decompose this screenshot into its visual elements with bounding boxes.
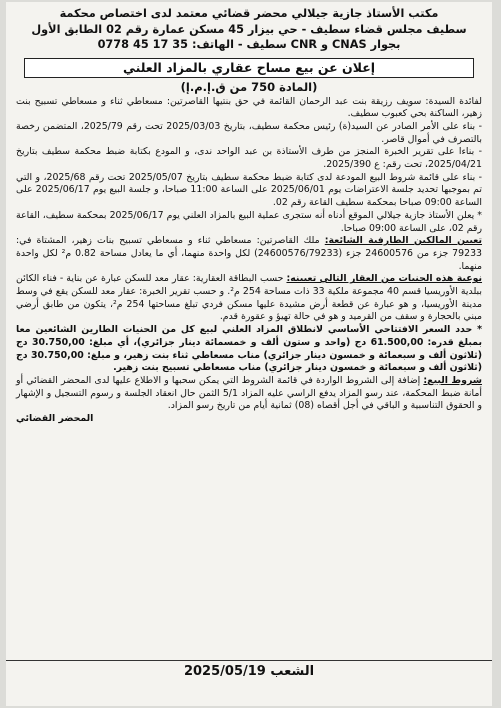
beneficiary-paragraph: لفائدة السيدة: سويف رزيقة بنت عبد الرحمان القائمة في حق بنتيها القاصرتين: مسعاطي ثناء و مسعاطي تسبيح بنت زهير، الساكنة بحي كعبوب سطيف.: [16, 95, 482, 120]
newspaper-name: الشعب: [270, 664, 315, 679]
property-text: حسب البطاقة العقارية: عقار معد للسكن عبارة عن بناية - فناء الكائن ببلدية الأوريسيا قسم 40 مجموعة ملكية 33 ذات مساحة 254 م². و حسب تقرير الخبرة: عقار معد للسكن يقع في وسط مدينة الأوريسيا، و هو عبارة عن قطعة أرض مشيدة عليها مسكن فردي تبلغ مساحتها 254 م²، يتكون من طابق أرضي مبني بالحجارة و سقف من القرميد و هو في حالة تهيؤ و عقورة قدم.: [16, 273, 482, 323]
header-line-1: مكتب الأستاذ جازية جيلالي محضر قضائي معتمد لدى اختصاص محكمة: [59, 7, 439, 20]
court-order-paragraph: - بناء على الأمر الصادر عن السيد(ة) رئيس محكمة سطيف، بتاريخ 2025/03/03 تحت رقم 2025/79، المتضمن رخصة بالتصرف في أموال قاصر.: [16, 120, 482, 145]
announcement-title: إعلان عن بيع مساح عقاري بالمزاد العلني: [24, 58, 474, 78]
owners-section: [16, 235, 482, 273]
footer-divider: [6, 660, 492, 661]
owners-text: ملك القاصرتين: مسعاطي ثناء و مسعاطي تسبيح بنات زهير، المشتاة في: 79233 جزء من 24600576 جزء (24600576/79233) لكل واحدة منهما، أي ما يعادل مساحة 0.82 م² لكل واحدة منهما.: [16, 235, 482, 272]
publication-date: 2025/05/19: [183, 664, 266, 679]
bailiff-signature: المحضر القضائي: [16, 413, 94, 425]
conditions-text: إضافة إلى الشروط الواردة في قائمة الشروط التي يمكن سحبها و الاطلاع عليها لدى المحضر القضائي أو أمانة ضبط المحكمة، عند رسو المزاد يدفع الراسي عليه المزاد 5/1 الثمن حال انعقاد الجلسة و رسوم التسجيل و الإشهار و الحقوق التناسبية و الباقي في أجل أقصاه (08) ثمانية أيام من تاريخ رسو المزاد.: [16, 374, 482, 412]
owners-label: تعيين المالكين الطارفية الشائعة:: [324, 235, 482, 247]
expert-report-paragraph: - بناءا على تقرير الخبرة المنجز من طرف الأستاذة بن عبد الواحد ندى، و المودع بكتابة ضبط محكمة سطيف بتاريخ 2025/04/21، تحت رقم: ع 2025/390.: [16, 146, 482, 171]
property-label: نوعية هذه الحنيات من العقار التالي تعيينه:: [286, 273, 483, 285]
announcement-page: [6, 2, 492, 706]
legal-article-reference: (المادة 750 من ق.إ.م.إ): [180, 79, 318, 94]
newspaper-footer: [6, 664, 492, 679]
header-line-2: سطيف مجلس قضاء سطيف - حي بيزار 45 مسكن عمارة رقم 02 الطابق الأول: [31, 22, 467, 36]
announcement-body: [16, 96, 482, 426]
sale-conditions-list-paragraph: - بناء على قائمة شروط البيع المودعة لدى كتابة ضبط محكمة سطيف بتاريخ 2025/05/07 تحت رقم 2025/68، و التي تم بموجبها تحديد جلسة الاعتراضات يوم 2025/06/01 على الساعة 11:00 صباحا، و جلسة البيع يوم 2025/06/17 على الساعة 09:00 صباحا بمحكمة سطيف القاعة رقم 02.: [16, 171, 482, 209]
conditions-section: [16, 375, 482, 413]
office-header: [16, 6, 482, 53]
price-label: * حدد السعر الافتتاحي الأساسي لانطلاق المزاد العلني لبيع كل من الحنيات الطارين الشائعين معا بمبلغ قدره:: [16, 324, 482, 348]
conditions-label: شروط البيع:: [423, 374, 482, 386]
property-section: [16, 273, 482, 324]
price-section: [16, 324, 482, 375]
header-line-3: بجوار CNAS و CNR سطيف - الهاتف: 35 17 45 0778: [97, 38, 401, 51]
price-text: 61.500,00 دج (واحد و ستون ألف و خمسمائة دينار جزائري)، أي مبلغ: 30.750,00 دج (ثلاثون ألف و سبعمائة و خمسون دينار جزائري) مناب مسعاطي ثناء بنت زهير، و مبلغ: 30.750,00 دج (ثلاثون ألف و سبعمائة و خمسون دينار جزائري) مناب مسعاطي تسبيح بنت زهير.: [16, 336, 482, 374]
auction-notice-paragraph: * يعلن الأستاذ جازية جيلالي الموقع أدناه أنه ستجرى عملية البيع بالمزاد العلني يوم 2025/06/17 بمحكمة سطيف، القاعة رقم 02، على الساعة 09:00 صباحا.: [16, 209, 482, 234]
